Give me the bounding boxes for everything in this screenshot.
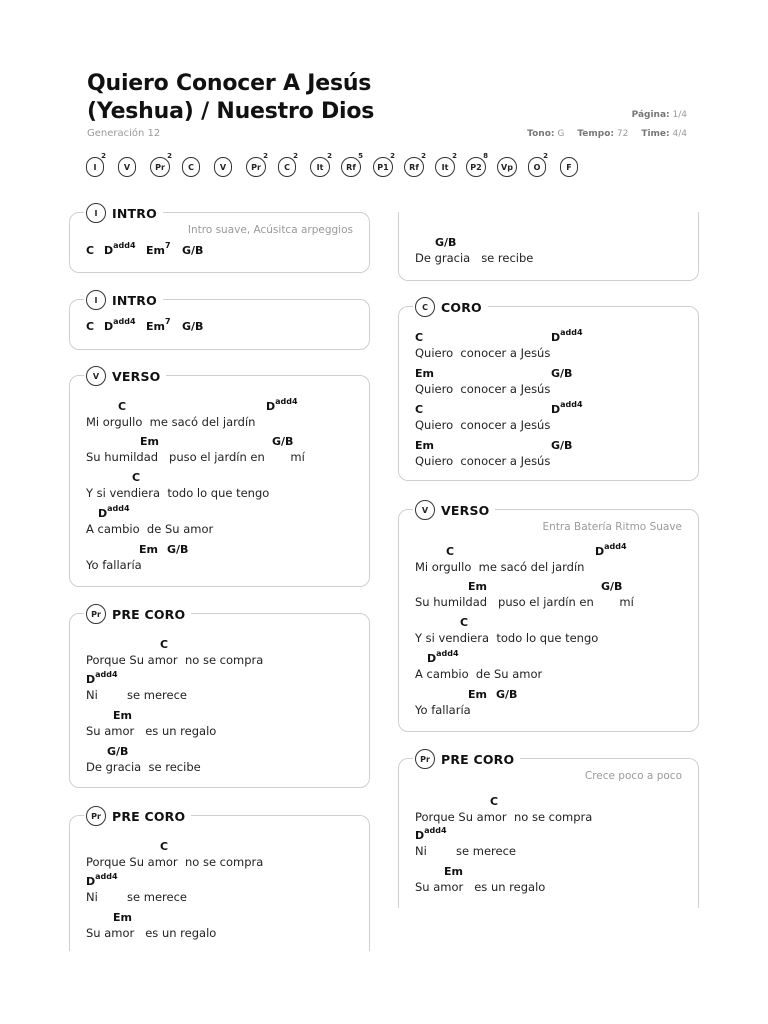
chord-root: D <box>427 652 437 665</box>
section-header <box>84 365 166 387</box>
chord-root: D <box>551 403 561 416</box>
roadmap-chip-label: V <box>123 162 131 172</box>
chord[interactable] <box>468 688 487 701</box>
roadmap-chip-label: Pr <box>251 162 261 172</box>
section-badge[interactable]: Pr <box>86 604 106 624</box>
section-intro <box>69 292 370 350</box>
roadmap-chip-label: Rf <box>409 162 419 172</box>
chord-root: G/B <box>107 745 129 758</box>
roadmap-repeat-count: 2 <box>543 152 548 160</box>
chord[interactable] <box>160 840 168 853</box>
chord-line <box>86 745 366 759</box>
roadmap-chip-label: I <box>93 162 97 172</box>
lyric-line: Ni se merece <box>415 844 516 858</box>
chord[interactable] <box>104 317 136 333</box>
chord-root: D <box>98 507 108 520</box>
lyric-line: Ni se merece <box>86 688 187 702</box>
roadmap-chip[interactable] <box>150 152 172 177</box>
chord-root: G/B <box>435 236 457 249</box>
lyric-line: Yo fallaría <box>415 703 471 717</box>
chord-line <box>415 580 695 594</box>
section-badge[interactable]: I <box>86 290 106 310</box>
chord-root: C <box>446 545 455 558</box>
chord[interactable] <box>427 649 459 665</box>
chord-line <box>86 709 366 723</box>
chord[interactable] <box>86 670 118 686</box>
chord[interactable] <box>460 616 468 629</box>
roadmap-repeat-count: 5 <box>358 152 363 160</box>
time-meta <box>641 129 687 139</box>
roadmap-repeat-count: 2 <box>101 152 106 160</box>
chord[interactable] <box>446 545 454 558</box>
chord[interactable] <box>113 709 132 722</box>
chord[interactable] <box>415 826 447 842</box>
section-badge[interactable]: Pr <box>86 806 106 826</box>
roadmap-chip-label: Pr <box>155 162 165 172</box>
roadmap-chip[interactable] <box>278 152 298 177</box>
page-indicator <box>632 110 687 120</box>
lyric-line: Quiero conocer a Jesús <box>415 382 551 396</box>
lyric-line: Quiero conocer a Jesús <box>415 418 551 432</box>
section-pre-coro <box>69 808 370 951</box>
chord[interactable] <box>415 403 423 416</box>
chord-root: C <box>415 331 424 344</box>
chord[interactable] <box>415 331 423 344</box>
chord-extension: add4 <box>113 317 136 327</box>
section-title: PRE CORO <box>112 606 186 622</box>
chord-root: Em <box>468 688 487 701</box>
section-continued <box>398 212 699 281</box>
chord[interactable] <box>146 241 171 257</box>
roadmap-chip-label: O <box>533 162 541 172</box>
lyric-line: Su humildad puso el jardín en mí <box>415 595 634 609</box>
lyric-line: Porque Su amor no se compra <box>415 810 593 824</box>
chord-root: Em <box>146 244 165 257</box>
chord-line <box>415 367 695 381</box>
chord-root: C <box>118 400 127 413</box>
chord-line <box>86 504 366 521</box>
lyric-line: Quiero conocer a Jesús <box>415 346 551 360</box>
lyric-line: Quiero conocer a Jesús <box>415 454 551 468</box>
roadmap-repeat-count: 2 <box>421 152 426 160</box>
lyric-line: Ni se merece <box>86 890 187 904</box>
chord[interactable] <box>182 320 203 333</box>
section-header <box>413 296 488 318</box>
chord-line <box>86 317 366 334</box>
chord-extension: add4 <box>107 504 130 514</box>
chord-extension: add4 <box>95 872 118 882</box>
chord[interactable] <box>182 244 203 257</box>
roadmap-chip[interactable] <box>528 152 548 177</box>
chord-extension: add4 <box>436 649 459 659</box>
chord[interactable] <box>496 688 517 701</box>
chord[interactable] <box>435 236 456 249</box>
section-intro <box>69 205 370 273</box>
key-value: G <box>557 129 565 139</box>
key-label: Tono: <box>527 129 555 139</box>
section-verso <box>398 502 699 732</box>
chord-root: Em <box>415 367 434 380</box>
chord-root: D <box>86 875 96 888</box>
chord[interactable] <box>118 400 126 413</box>
chord-root: C <box>132 471 141 484</box>
chord[interactable] <box>86 244 94 257</box>
chord[interactable] <box>415 439 434 452</box>
tempo-value: 72 <box>616 129 629 139</box>
section-badge[interactable]: I <box>86 203 106 223</box>
chord-root: G/B <box>551 367 573 380</box>
chord-root: G/B <box>182 320 204 333</box>
chord[interactable] <box>139 543 158 556</box>
chord[interactable] <box>601 580 622 593</box>
section-coro <box>398 299 699 481</box>
section-header <box>84 603 191 625</box>
roadmap-chip[interactable] <box>182 157 200 177</box>
roadmap-repeat-count: 2 <box>167 152 172 160</box>
song-meta <box>527 129 687 139</box>
chord-root: Em <box>468 580 487 593</box>
tempo-label: Tempo: <box>577 129 614 139</box>
page-label: Página: <box>631 110 670 120</box>
chord-root: Em <box>139 543 158 556</box>
chord[interactable] <box>468 580 487 593</box>
roadmap-chip[interactable] <box>497 157 517 177</box>
roadmap-chip[interactable] <box>435 152 457 177</box>
chord-line <box>86 872 366 889</box>
chord[interactable] <box>107 745 128 758</box>
chord-line <box>415 865 695 879</box>
section-badge[interactable]: V <box>86 366 106 386</box>
roadmap-chip-label: C <box>284 162 290 172</box>
chord-line <box>86 638 366 652</box>
section-header <box>413 499 495 521</box>
chord-root: G/B <box>167 543 189 556</box>
roadmap-repeat-count: 2 <box>263 152 268 160</box>
section-header <box>84 805 191 827</box>
chord-root: D <box>415 829 425 842</box>
chord[interactable] <box>98 504 130 520</box>
roadmap-chip-label: V <box>219 162 227 172</box>
chord[interactable] <box>160 638 168 651</box>
chord-root: G/B <box>601 580 623 593</box>
section-badge[interactable]: V <box>415 500 435 520</box>
roadmap-repeat-count: 2 <box>327 152 332 160</box>
roadmap-chip[interactable] <box>341 152 363 177</box>
roadmap-chip[interactable] <box>86 152 106 177</box>
chord-line <box>415 688 695 702</box>
chord[interactable] <box>490 795 498 808</box>
chord-root: Em <box>113 709 132 722</box>
section-title: VERSO <box>112 368 161 384</box>
chord-root: Em <box>444 865 463 878</box>
chord-line <box>415 236 695 250</box>
section-header <box>84 289 163 311</box>
roadmap-chip-label: Vp <box>501 162 513 172</box>
chord-root: Em <box>146 320 165 333</box>
tempo-meta <box>577 129 628 139</box>
chord-line <box>415 542 695 559</box>
section-title: PRE CORO <box>112 808 186 824</box>
chord[interactable] <box>551 367 572 380</box>
roadmap-chip-label: C <box>188 162 194 172</box>
lyric-line: Yo fallaría <box>86 558 142 572</box>
section-header <box>413 748 520 770</box>
roadmap-repeat-count: 2 <box>452 152 457 160</box>
lyric-line: Su amor es un regalo <box>86 926 217 940</box>
chord-root: D <box>86 673 96 686</box>
chord-root: Em <box>113 911 132 924</box>
chord[interactable] <box>113 911 132 924</box>
chord-root: D <box>104 244 114 257</box>
chord-extension: 7 <box>164 317 171 327</box>
roadmap-chip[interactable] <box>118 157 136 177</box>
chord-root: D <box>266 400 276 413</box>
roadmap-chip[interactable] <box>466 152 488 177</box>
chord-line <box>86 471 366 485</box>
chord-root: G/B <box>182 244 204 257</box>
lyric-line: Su amor es un regalo <box>86 724 217 738</box>
chord[interactable] <box>167 543 188 556</box>
roadmap-chip[interactable] <box>310 152 332 177</box>
section-title: CORO <box>441 299 482 315</box>
section-title: INTRO <box>112 292 157 308</box>
lyric-line: Y si vendiera todo lo que tengo <box>415 631 599 645</box>
chord[interactable] <box>551 400 583 416</box>
roadmap-chip-label: It <box>316 162 324 172</box>
lyric-line: Porque Su amor no se compra <box>86 855 264 869</box>
time-label: Time: <box>641 129 670 139</box>
lyric-line: Su amor es un regalo <box>415 880 546 894</box>
section-note: Crece poco a poco <box>584 770 682 782</box>
chord-line <box>86 397 366 414</box>
chord[interactable] <box>266 397 298 413</box>
chord-line <box>415 795 695 809</box>
section-title: INTRO <box>112 205 157 221</box>
section-title: VERSO <box>441 502 490 518</box>
chord-line <box>415 826 695 843</box>
roadmap-chip[interactable] <box>373 152 395 177</box>
chord-extension: add4 <box>560 328 583 338</box>
chord-line <box>86 670 366 687</box>
chord-root: G/B <box>551 439 573 452</box>
lyric-line: De gracia se recibe <box>415 251 534 265</box>
chord-line <box>86 911 366 925</box>
chord-root: Em <box>140 435 159 448</box>
chord-line <box>415 649 695 666</box>
chord[interactable] <box>146 317 171 333</box>
chord-root: C <box>490 795 499 808</box>
chord-root: C <box>160 840 169 853</box>
chord[interactable] <box>132 471 140 484</box>
song-artist: Generación 12 <box>87 128 161 139</box>
chord[interactable] <box>551 328 583 344</box>
section-badge[interactable]: C <box>415 297 435 317</box>
chord-line <box>86 840 366 854</box>
chord-root: D <box>104 320 114 333</box>
chord-root: C <box>86 320 95 333</box>
roadmap-chip-label: P2 <box>470 162 482 172</box>
section-pre-coro <box>398 751 699 908</box>
lyric-line: Mi orgullo me sacó del jardín <box>86 415 256 429</box>
section-title: PRE CORO <box>441 751 515 767</box>
roadmap-chip[interactable] <box>404 152 426 177</box>
chord[interactable] <box>272 435 293 448</box>
lyric-line: A cambio de Su amor <box>86 522 214 536</box>
section-verso <box>69 368 370 587</box>
section-note: Entra Batería Ritmo Suave <box>542 521 682 533</box>
lyric-line: Su humildad puso el jardín en mí <box>86 450 305 464</box>
chord[interactable] <box>444 865 463 878</box>
chord-extension: 7 <box>164 241 171 251</box>
lyric-line: Y si vendiera todo lo que tengo <box>86 486 270 500</box>
chord-line <box>415 400 695 417</box>
chord-root: Em <box>415 439 434 452</box>
chord-root: C <box>160 638 169 651</box>
chord-extension: add4 <box>424 826 447 836</box>
chord-line <box>86 543 366 557</box>
chord[interactable] <box>551 439 572 452</box>
key-meta <box>527 129 564 139</box>
roadmap-chip-label: Rf <box>346 162 356 172</box>
chord-root: G/B <box>496 688 518 701</box>
song-title-line-1: Quiero Conocer A Jesús <box>87 71 372 96</box>
roadmap-chip-label: It <box>441 162 449 172</box>
chord-root: C <box>415 403 424 416</box>
chord-line <box>415 439 695 453</box>
chord-root: G/B <box>272 435 294 448</box>
lyric-line: A cambio de Su amor <box>415 667 543 681</box>
chord-root: C <box>460 616 469 629</box>
chord-root: D <box>595 545 605 558</box>
chord-line <box>86 435 366 449</box>
chord[interactable] <box>104 241 136 257</box>
roadmap-chip[interactable] <box>560 157 578 177</box>
chord-root: D <box>551 331 561 344</box>
chord-extension: add4 <box>95 670 118 680</box>
chord[interactable] <box>415 367 434 380</box>
chord-line <box>86 241 366 258</box>
roadmap-repeat-count: 8 <box>483 152 488 160</box>
roadmap-chip[interactable] <box>214 157 232 177</box>
chord[interactable] <box>86 872 118 888</box>
lyric-line: Mi orgullo me sacó del jardín <box>415 560 585 574</box>
chord-root: C <box>86 244 95 257</box>
chord[interactable] <box>140 435 159 448</box>
section-header <box>84 202 163 224</box>
lyric-line: Porque Su amor no se compra <box>86 653 264 667</box>
song-title <box>87 70 374 126</box>
chord-extension: add4 <box>113 241 136 251</box>
chord-line <box>415 616 695 630</box>
section-note: Intro suave, Acúsitca arpeggios <box>187 224 353 236</box>
section-badge[interactable]: Pr <box>415 749 435 769</box>
roadmap-chip[interactable] <box>246 152 268 177</box>
lyric-line: De gracia se recibe <box>86 760 201 774</box>
chord[interactable] <box>595 542 627 558</box>
chord-extension: add4 <box>604 542 627 552</box>
song-title-line-2: (Yeshua) / Nuestro Dios <box>87 99 375 124</box>
chord-extension: add4 <box>560 400 583 410</box>
chord[interactable] <box>86 320 94 333</box>
roadmap-chip-label: F <box>566 162 572 172</box>
page-value: 1/4 <box>672 110 687 120</box>
chord-line <box>415 328 695 345</box>
roadmap-repeat-count: 2 <box>293 152 298 160</box>
chord-extension: add4 <box>275 397 298 407</box>
roadmap-repeat-count: 2 <box>390 152 395 160</box>
roadmap-chip-label: P1 <box>377 162 389 172</box>
section-pre-coro <box>69 606 370 788</box>
time-value: 4/4 <box>672 129 687 139</box>
